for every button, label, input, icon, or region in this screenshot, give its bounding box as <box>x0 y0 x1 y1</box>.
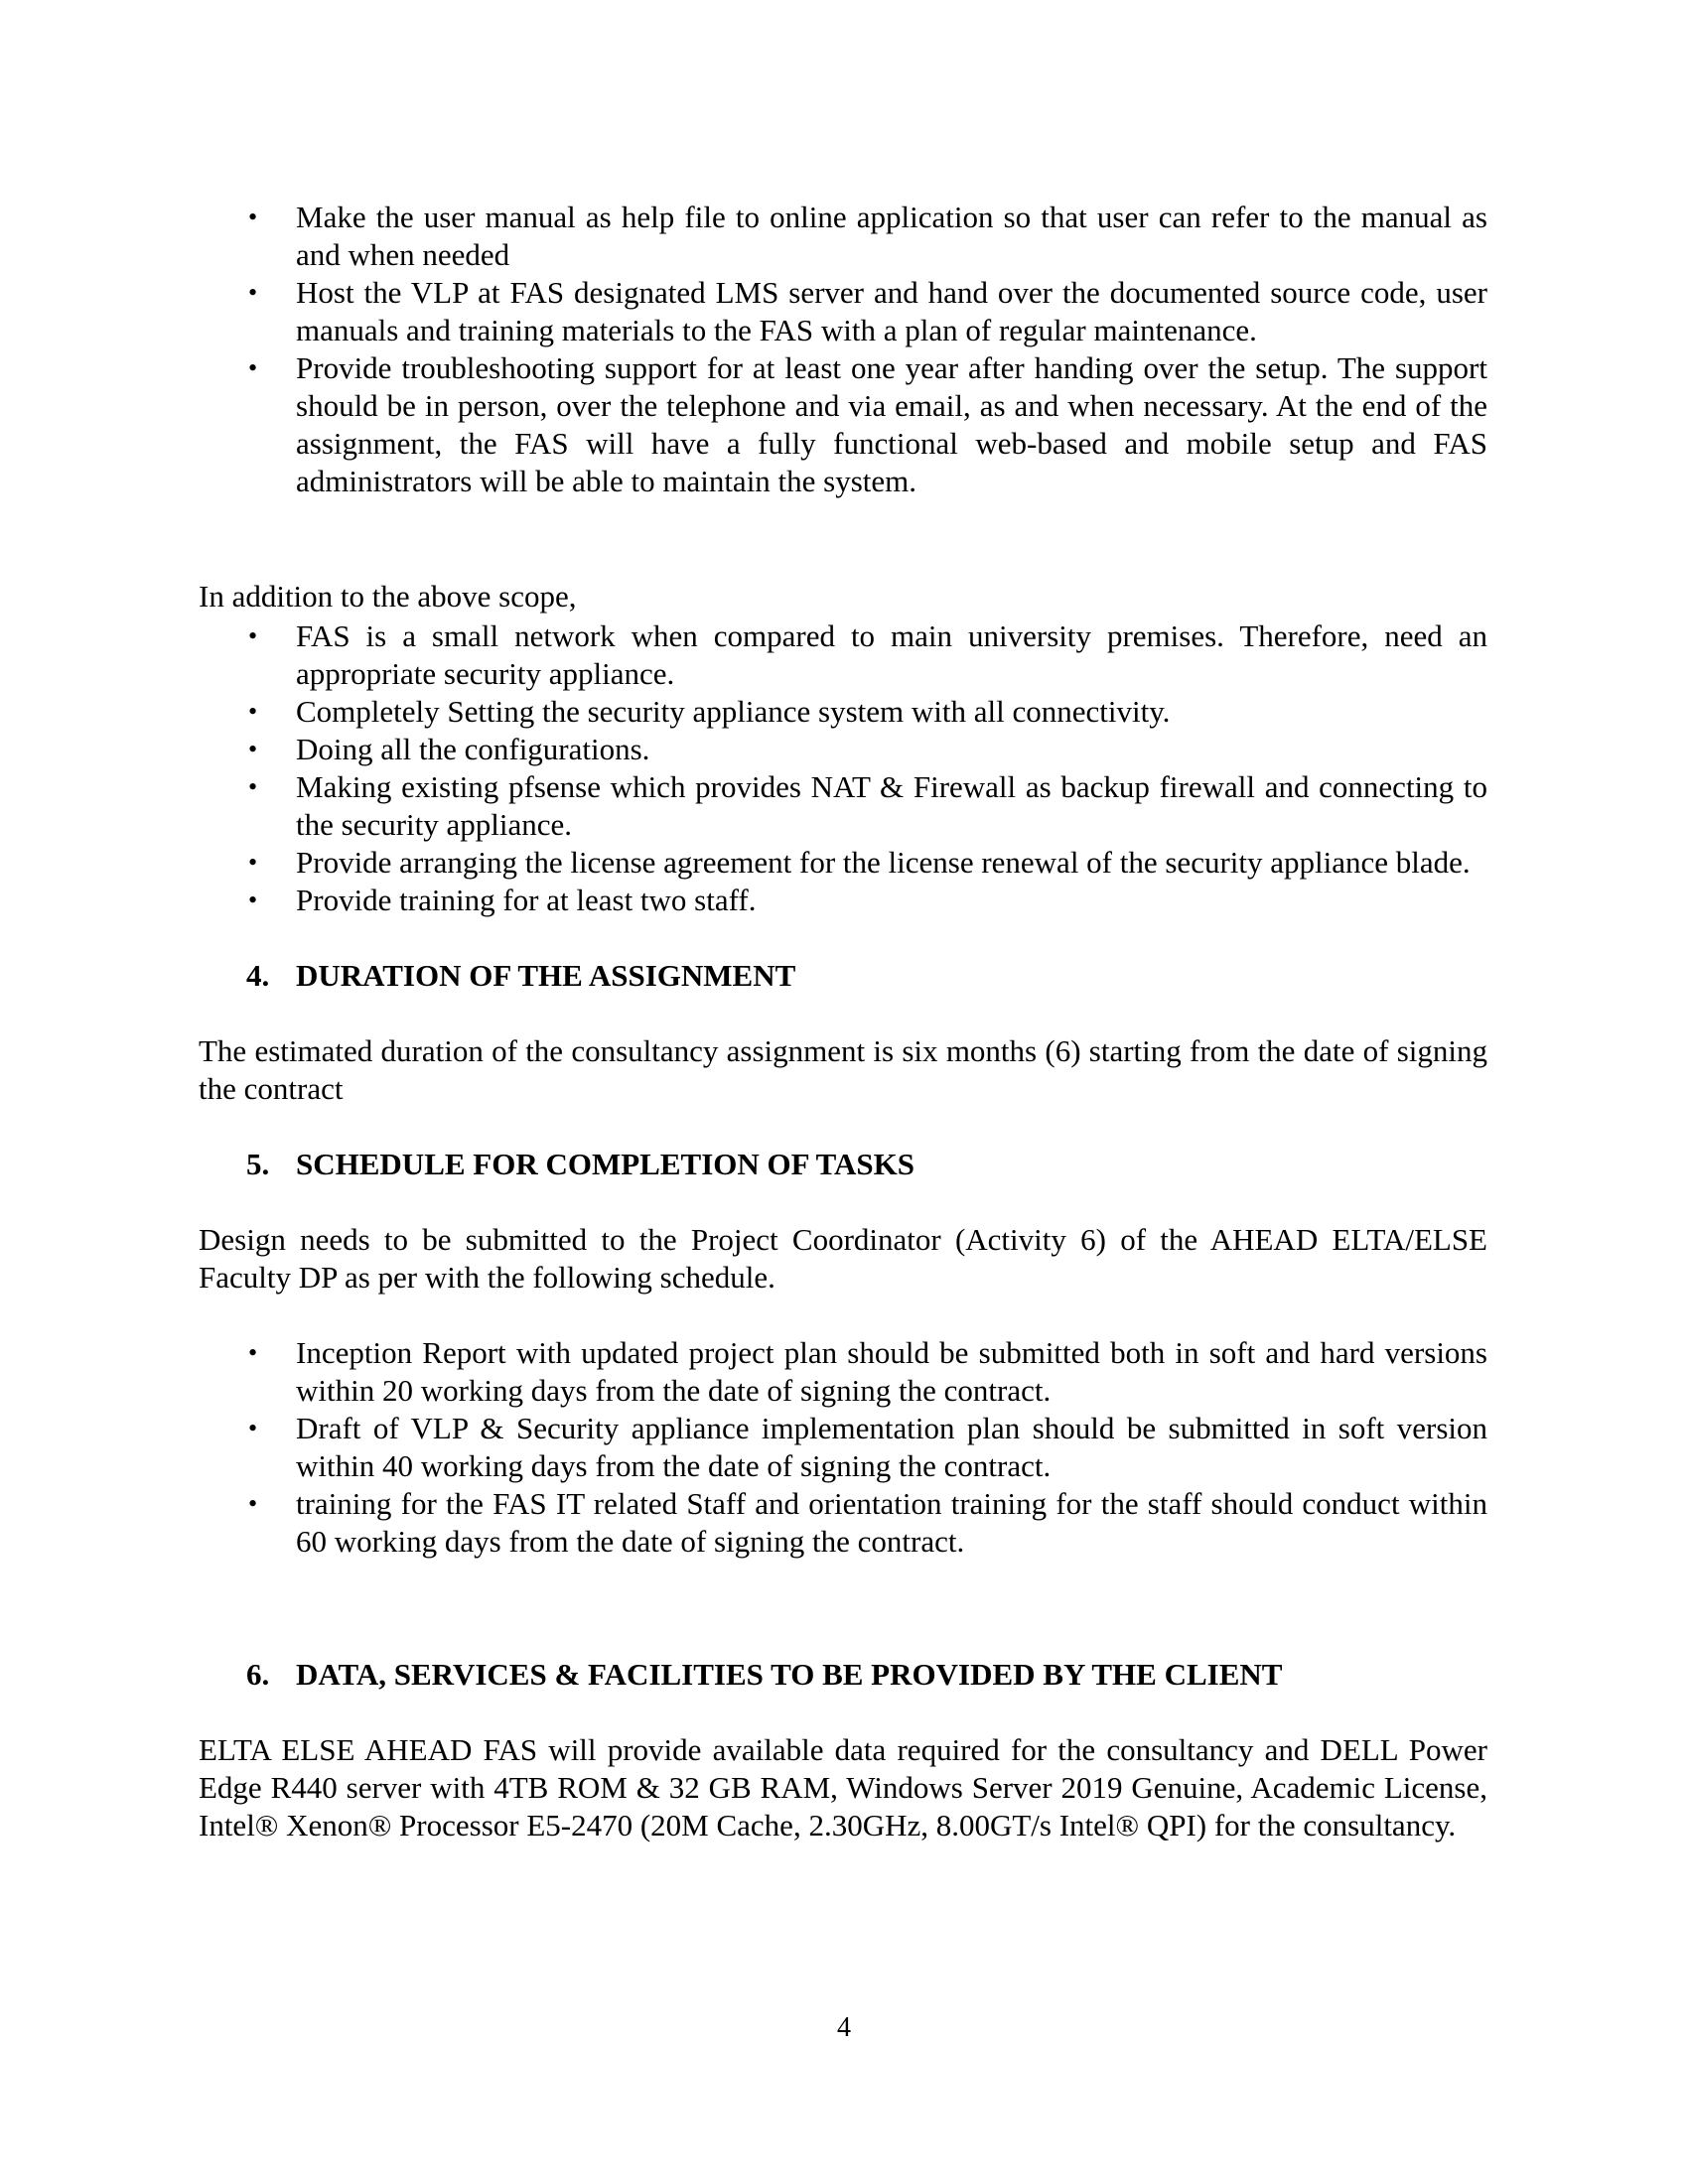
list-item <box>199 768 1487 844</box>
section-5-text: Design needs to be submitted to the Project Coordinator (Activity 6) of the AHEAD ELTA/ELSE Faculty DP as per with the following schedule. <box>199 1222 1487 1295</box>
section-6-heading <box>199 1656 1487 1694</box>
list-item <box>199 199 1487 274</box>
list-item <box>199 349 1487 500</box>
list-item <box>199 844 1487 882</box>
bullet-icon: • <box>248 203 258 231</box>
list-item-text: FAS is a small network when compared to main university premises. Therefore, need an appropriate security appliance. <box>296 618 1487 691</box>
section-5-heading <box>199 1146 1487 1183</box>
bullet-icon: • <box>248 772 258 801</box>
list-item-text: Provide troubleshooting support for at least one year after handing over the setup. The support should be in person, over the telephone and via email, as and when necessary. At the end of the assignment, the FAS will have a fully functional web-based and mobile setup and FAS administrators will be able to maintain the system. <box>296 350 1487 498</box>
list-item-text: Doing all the configurations. <box>296 732 650 766</box>
section-title: DURATION OF THE ASSIGNMENT <box>296 958 796 993</box>
document-page <box>199 199 1487 1844</box>
bullet-list-top <box>199 199 1487 500</box>
list-item-text: Inception Report with updated project plan should be submitted both in soft and hard versions within 20 working days from the date of signing the contract. <box>296 1335 1487 1408</box>
list-item <box>199 731 1487 768</box>
list-item <box>199 617 1487 693</box>
list-item-text: Make the user manual as help file to online application so that user can refer to the manual as and when needed <box>296 200 1487 272</box>
section-number: 5. <box>246 1147 270 1181</box>
list-item-text: Making existing pfsense which provides NAT & Firewall as backup firewall and connecting to the security appliance. <box>296 769 1487 842</box>
section-title: SCHEDULE FOR COMPLETION OF TASKS <box>296 1147 914 1181</box>
section-number: 6. <box>246 1657 270 1692</box>
section-title: DATA, SERVICES & FACILITIES TO BE PROVIDED BY THE CLIENT <box>296 1657 1283 1692</box>
section-4-text: The estimated duration of the consultancy assignment is six months (6) starting from the date of signing the contract <box>199 1033 1487 1106</box>
bullet-icon: • <box>248 886 258 914</box>
section-number: 4. <box>246 958 270 993</box>
list-item <box>199 693 1487 731</box>
list-item-text: training for the FAS IT related Staff and orientation training for the staff should conduct within 60 working days from the date of signing the contract. <box>296 1486 1487 1559</box>
section-6-text: ELTA ELSE AHEAD FAS will provide available data required for the consultancy and DELL Power Edge R440 server with 4TB ROM & 32 GB RAM, Windows Server 2019 Genuine, Academic License, Intel® Xenon® Processor E5-2470 (20M Cache, 2.30GHz, 8.00GT/s Intel® QPI) for the consultancy. <box>199 1732 1487 1843</box>
bullet-icon: • <box>248 1489 258 1518</box>
list-item-text: Provide training for at least two staff. <box>296 883 757 917</box>
list-item-text: Completely Setting the security appliance system with all connectivity. <box>296 694 1171 729</box>
list-item <box>199 882 1487 919</box>
bullet-icon: • <box>248 353 258 382</box>
bullet-icon: • <box>248 697 258 726</box>
bullet-icon: • <box>248 735 258 763</box>
bullet-icon: • <box>248 848 258 877</box>
addition-intro: In addition to the above scope, <box>199 579 577 614</box>
list-item <box>199 1334 1487 1410</box>
bullet-icon: • <box>248 278 258 307</box>
list-item-text: Draft of VLP & Security appliance implementation plan should be submitted in soft version within 40 working days from the date of signing the contract. <box>296 1411 1487 1483</box>
bullet-list-schedule <box>199 1334 1487 1561</box>
list-item-text: Provide arranging the license agreement for the license renewal of the security appliance blade. <box>296 845 1471 880</box>
bullet-icon: • <box>248 1414 258 1442</box>
bullet-icon: • <box>248 621 258 650</box>
list-item <box>199 1485 1487 1561</box>
list-item-text: Host the VLP at FAS designated LMS server and hand over the documented source code, user manuals and training materials to the FAS with a plan of regular maintenance. <box>296 275 1487 347</box>
section-4-heading <box>199 957 1487 995</box>
list-item <box>199 1410 1487 1485</box>
bullet-icon: • <box>248 1338 258 1367</box>
list-item <box>199 274 1487 349</box>
bullet-list-addition <box>199 617 1487 919</box>
page-number: 4 <box>837 2012 851 2043</box>
